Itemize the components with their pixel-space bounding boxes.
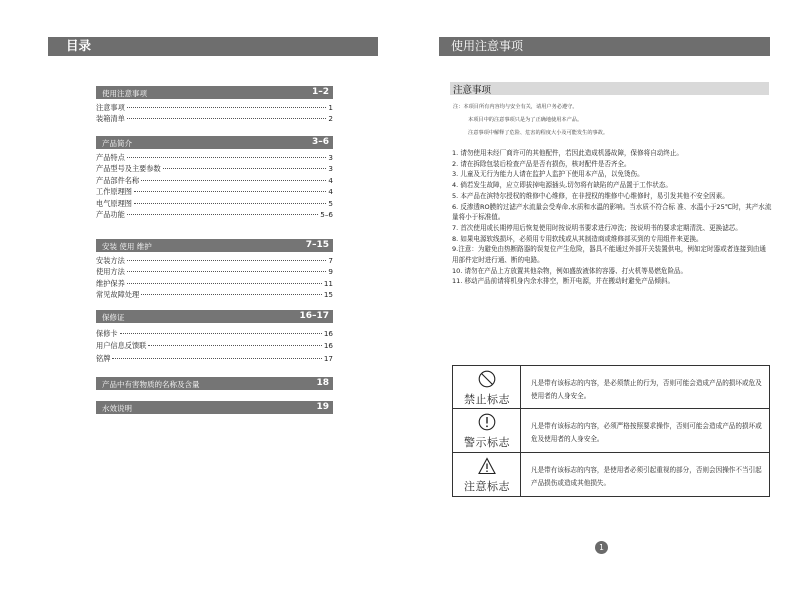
warning-description: 凡是带有该标志的内容，必须严格按照要求操作，否则可能会造成产品的损坏或危及使用者的人身安全。: [531, 422, 762, 444]
toc-section: [96, 136, 333, 220]
toc-entry[interactable]: [96, 175, 333, 186]
toc-leader: [141, 294, 322, 295]
precaution-item: 2. 请在拆除包装后检查产品是否有损伤，核对配件是否齐全。: [452, 159, 631, 168]
section-header: [450, 82, 769, 95]
toc-section-bar[interactable]: [96, 86, 333, 99]
toc-entry-page: 3: [328, 164, 333, 174]
warning-symbol-cell: [453, 409, 521, 451]
section-title: 注意事项: [453, 85, 492, 96]
warning-row: [453, 409, 769, 452]
prohibit-icon: [478, 370, 496, 388]
toc-leader: [127, 260, 327, 261]
toc-section-title: 水效说明: [102, 403, 132, 413]
toc-section: [96, 377, 333, 390]
toc-leader: [134, 191, 326, 192]
page-header: [439, 37, 770, 56]
precaution-item: 9.注意：为避免由热断路器的误复位产生危险，器具不能通过外部开关装置供电，例如定时器或者连接到由通用部件定时进行通、断的电路。: [452, 245, 766, 265]
toc-leader: [163, 168, 327, 169]
toc-header: [48, 37, 378, 56]
precaution-item: 4. 倘若发生故障，应立即拔掉电源插头,切勿将有缺陷的产品置于工作状态。: [452, 181, 672, 190]
page-number: 1: [595, 541, 608, 554]
precaution-list: [452, 148, 772, 287]
toc-section-bar[interactable]: [96, 401, 333, 414]
toc-leader: [134, 203, 326, 204]
toc-section-title: 产品中有害物质的名称及含量: [102, 379, 200, 389]
toc-section-pages: 1–2: [311, 86, 329, 97]
toc-leader: [127, 118, 327, 119]
toc-section-pages: 18: [316, 377, 329, 388]
warning-description: 凡是带有该标志的内容，是必须禁止的行为，否则可能会造成产品的损坏或危及使用者的人身安全。: [531, 379, 762, 400]
warning-symbols-table: [452, 365, 770, 497]
toc-entry[interactable]: [96, 102, 333, 113]
toc-entry[interactable]: [96, 152, 333, 163]
toc-entry[interactable]: [96, 255, 333, 266]
page-title: 使用注意事项: [451, 39, 524, 53]
toc-entry-page: 4: [328, 175, 333, 185]
precaution-item: 3. 儿童及无行为能力人请在监护人监护下使用本产品，以免烫伤。: [452, 170, 644, 179]
toc-section: [96, 310, 333, 365]
toc-section-bar[interactable]: [96, 310, 333, 323]
toc-section-bar[interactable]: [96, 136, 333, 149]
toc-section: [96, 86, 333, 125]
toc-entry-label: 使用方法: [96, 267, 125, 277]
toc-entry-label: 电气原理图: [96, 198, 132, 208]
toc-leader: [112, 358, 321, 359]
toc-entry[interactable]: [96, 186, 333, 197]
warning-name: 注意标志: [464, 479, 510, 493]
toc-entry-label: 安装方法: [96, 256, 125, 265]
toc-entry-label: 产品型号及主要参数: [96, 164, 161, 174]
warning-description: 凡是带有该标志的内容，是使用者必须引起重视的部分，否则会因操作不当引起产品损伤或造成其他损失。: [531, 465, 762, 487]
warning-symbol-cell: [453, 453, 521, 496]
toc-section-title: 使用注意事项: [102, 88, 147, 98]
toc-entry-page: 7: [328, 256, 333, 265]
alert-icon: [478, 413, 496, 431]
toc-section: [96, 401, 333, 414]
toc-entry[interactable]: [96, 163, 333, 174]
note-line: 注意事项中解释了危险、危害的程度大小及可能发生的事故。: [468, 130, 609, 136]
toc-entry-page: 9: [328, 267, 333, 277]
toc-section-title: 产品简介: [102, 138, 132, 148]
toc-entry[interactable]: [96, 328, 333, 340]
toc-section-bar[interactable]: [96, 377, 333, 390]
toc-entry-label: 产品功能: [96, 210, 125, 220]
toc-entry[interactable]: [96, 266, 333, 277]
toc-entry-label: 产品部件名称: [96, 175, 140, 185]
toc-entry-page: 1: [328, 103, 333, 112]
precaution-item: 6. 反渗透RO膜的过滤产水流量会受寿命,水质和水温的影响。当水质不符合标 准、水温小于25℃时，其产水流量将小于标准值。: [452, 202, 772, 222]
precaution-item: 11. 移动产品前请将机身内余水排空，断开电源，并在搬动时避免产品倾斜。: [452, 277, 674, 286]
toc-entry-label: 注意事项: [96, 103, 125, 112]
toc-leader: [127, 107, 327, 108]
toc-entry-label: 产品特点: [96, 153, 125, 162]
toc-entry-page: 17: [323, 353, 333, 363]
toc-entry[interactable]: [96, 278, 333, 289]
toc-leader: [127, 283, 322, 284]
toc-section-pages: 19: [316, 401, 329, 412]
toc-leader: [120, 333, 322, 334]
toc-entry-page: 15: [323, 290, 333, 300]
warning-symbol-cell: [453, 366, 521, 408]
precaution-item: 10. 请勿在产品上方放置其他杂物，例如盛放液体的容器、打火机等易燃危险品。: [452, 266, 688, 275]
toc-section: [96, 239, 333, 301]
toc-leader: [148, 345, 322, 346]
toc-section-bar[interactable]: [96, 239, 333, 252]
note-line: 注：本项目所有内容均与安全有关，请用户务必遵守。: [453, 104, 578, 110]
toc-entry-page: 2: [328, 114, 333, 124]
note-line: 本项目中的注意事项只是为了正确地使用本产品。: [468, 117, 583, 123]
toc-leader: [127, 271, 327, 272]
toc-entry-page: 16: [323, 329, 333, 338]
precaution-item: 5. 本产品在滨特尔授权的维修中心维修，在非授权的维修中心维修时，易引发其他不安全因素。: [452, 191, 729, 200]
toc-entry-label: 保修卡: [96, 329, 118, 338]
toc-entry-label: 铭牌: [96, 353, 111, 363]
toc-entry-page: 16: [323, 341, 333, 351]
toc-leader: [141, 180, 326, 181]
toc-entry[interactable]: [96, 289, 333, 300]
precaution-item: 8. 如果电源软线损坏，必须用专用软线或从其制造商或维修部买到的专用组件来更换。: [452, 234, 703, 243]
toc-entry-page: 11: [323, 278, 333, 288]
precaution-item: 1. 请勿使用未经厂商许可的其他配件，若因此造成机器故障，保修将自动终止。: [452, 149, 683, 157]
toc-section-title: 保修证: [102, 312, 125, 322]
toc-title: 目录: [66, 38, 92, 53]
toc-section-title: 安装 使用 维护: [102, 241, 152, 251]
toc-entry[interactable]: [96, 340, 333, 352]
toc-entry-label: 常见故障处理: [96, 290, 140, 300]
toc-entry-label: 工作原理图: [96, 187, 132, 197]
toc-entry[interactable]: [96, 113, 333, 124]
toc-entry-label: 装箱清单: [96, 114, 125, 124]
toc-leader: [127, 214, 318, 215]
toc-entry[interactable]: [96, 209, 333, 220]
toc-entry-page: 3: [328, 153, 333, 162]
toc-section-pages: 16–17: [299, 310, 329, 321]
precaution-item: 7. 首次使用或长期停用后恢复使用时按说明书要求进行冲洗；按说明书的要求定期清洗、更换滤芯。: [452, 223, 742, 232]
warning-row: [453, 366, 769, 409]
toc-leader: [127, 157, 327, 158]
warning-name: 禁止标志: [464, 393, 510, 406]
caution-icon: [478, 457, 496, 475]
warning-row: [453, 453, 769, 496]
toc-entry-page: 4: [328, 187, 333, 197]
toc-section-pages: 3–6: [311, 136, 329, 147]
toc-entry-label: 用户信息反馈联: [96, 341, 147, 351]
toc-entry-label: 维护保养: [96, 278, 125, 288]
toc-entry-page: 5: [328, 198, 333, 208]
toc-entry[interactable]: [96, 353, 333, 365]
warning-name: 警示标志: [464, 436, 510, 450]
toc-entry[interactable]: [96, 198, 333, 209]
toc-entry-page: 5–6: [320, 210, 333, 220]
toc-section-pages: 7–15: [305, 239, 329, 250]
